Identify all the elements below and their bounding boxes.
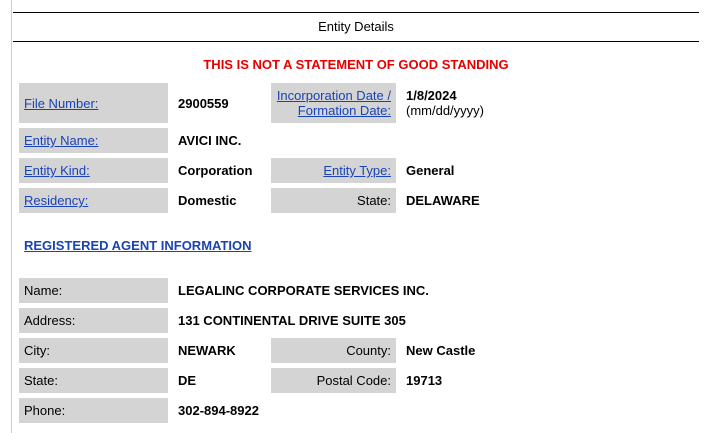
agent-address-label: Address: (19, 308, 168, 333)
agent-county-value: New Castle (406, 343, 476, 358)
agent-city-label: City: (19, 338, 168, 363)
entity-kind-label-cell (19, 158, 168, 183)
good-standing-warning: THIS IS NOT A STATEMENT OF GOOD STANDING (203, 57, 509, 72)
agent-address-value: 131 CONTINENTAL DRIVE SUITE 305 (178, 313, 406, 328)
entity-name-label-cell (19, 128, 168, 153)
entity-kind-value: Corporation (178, 163, 253, 178)
entity-name-link[interactable]: Entity Name: (24, 133, 99, 148)
residency-link[interactable]: Residency: (24, 193, 89, 208)
agent-state-value: DE (178, 373, 197, 388)
agent-city-value: NEWARK (178, 343, 236, 358)
registered-agent-section-link[interactable]: REGISTERED AGENT INFORMATION (24, 238, 252, 253)
page-title: Entity Details (13, 12, 699, 42)
left-border (11, 0, 12, 433)
entity-state-label: State: (271, 188, 396, 213)
residency-label-cell (19, 188, 168, 213)
file-number-value: 2900559 (178, 95, 229, 111)
agent-postal-code-label: Postal Code: (271, 368, 396, 393)
entity-state-value: DELAWARE (406, 193, 480, 208)
entity-name-value: AVICI INC. (178, 133, 242, 148)
entity-type-label-cell (271, 158, 396, 183)
incorporation-date-label-cell (271, 83, 396, 123)
agent-name-value: LEGALINC CORPORATE SERVICES INC. (178, 283, 429, 298)
agent-phone-value: 302-894-8922 (178, 403, 259, 418)
residency-value: Domestic (178, 193, 237, 208)
agent-postal-code-value: 19713 (406, 373, 443, 388)
agent-phone-label: Phone: (19, 398, 168, 423)
incorporation-date-value: 1/8/2024 (406, 88, 457, 103)
agent-county-label: County: (271, 338, 396, 363)
formation-date-link[interactable]: Formation Date: (297, 103, 391, 118)
agent-state-label: State: (19, 368, 168, 393)
date-format-hint: (mm/dd/yyyy) (406, 103, 484, 118)
entity-type-link[interactable]: Entity Type: (323, 163, 391, 178)
entity-type-value: General (406, 163, 455, 178)
entity-kind-link[interactable]: Entity Kind: (24, 163, 90, 178)
incorporation-date-link[interactable]: Incorporation Date / (276, 88, 391, 103)
file-number-label-cell (19, 83, 168, 123)
incorporation-date-cell (396, 83, 596, 123)
file-number-link[interactable]: File Number: (24, 95, 99, 111)
agent-name-label: Name: (19, 278, 168, 303)
